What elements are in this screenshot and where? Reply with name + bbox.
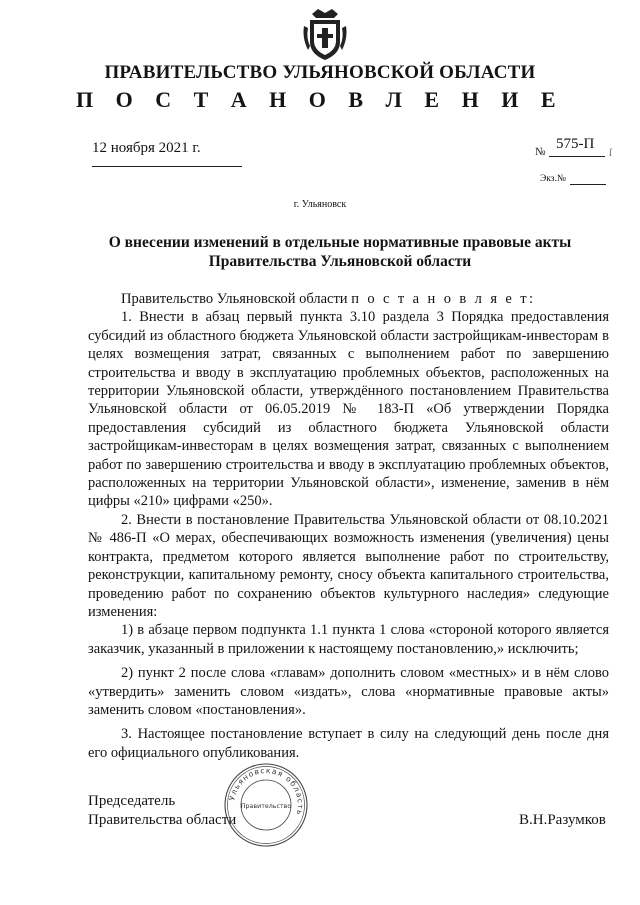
intro-spaced: п о с т а н о в л я е т: [351,291,536,307]
official-seal-stamp [223,762,309,848]
coat-of-arms-icon [302,6,348,62]
organization-title: ПРАВИТЕЛЬСТВО УЛЬЯНОВСКОЙ ОБЛАСТИ [104,62,536,83]
paragraph-3: 3. Настоящее постановление вступает в силу на следующий день после дня его официального опубликования. [88,726,609,761]
subject-line-1: О внесении изменений в отдельные нормативные правовые акты [108,234,572,251]
tick-mark-icon: ſ [609,148,612,159]
intro-lead: Правительство Ульяновской области [121,291,352,307]
signer-position-line-1: Председатель [88,793,176,809]
copy-number-underline [570,184,606,185]
paragraph-2-1: 1) в абзаце первом подпункта 1.1 пункта 1 слова «стороной которого является заказчик, указанный в приложении к настоящему постановлению,» исключить; [88,622,609,657]
document-type: П О С Т А Н О В Л Е Н И Е [75,87,565,112]
svg-text:Правительство: Правительство [240,803,292,810]
document-date: 12 ноября 2021 г. [92,140,201,156]
date-underline [92,166,242,167]
document-subject [60,233,620,271]
intro-paragraph [88,290,609,308]
number-underline [549,156,605,157]
copy-number-label: Экз.№ [540,174,566,184]
paragraph-2-2: 2) пункт 2 после слова «главам» дополнить словом «местных» и в нём слово «утвердить» заменить словом «издать», слова «нормативные правовые акты» заменить словом «постановления». [88,665,609,718]
paragraph-1: 1. Внести в абзац первый пункта 3.10 раздела 3 Порядка предоставления субсидий из областного бюджета Ульяновской области застройщикам-инвесторам в целях возмещения затрат, связанных с выполнением работ по завершению строительства и вводу в эксплуатацию проблемных объектов, расположенных на территории Ульяновской области, утверждённого постановлением Правительства Ульяновской области от 06.05.2019 № 183-П «Об утверждении Порядка предоставления субсидий из областного бюджета Ульяновской области застройщикам-инвесторам в целях возмещения затрат, связанных с выполнением работ по завершению строительства и вводу в эксплуатацию проблемных объектов, расположенных на территории Ульяновской области», изменение, заменив в нём цифры «210» цифрами «250». [88,309,609,510]
signer-position-line-2: Правительства области [88,812,237,828]
svg-text:Ульяновская область: Ульяновская область [227,765,306,817]
city: г. Ульяновск [293,199,347,210]
signer-name: В.Н.Разумков [519,812,606,828]
paragraph-2: 2. Внести в постановление Правительства Ульяновской области от 08.10.2021 № 486-П «О мерах, обеспечивающих возможность изменения (увеличения) цены контракта, предметом которого является выполнение работ по строительству, реконструкции, капитальному ремонту, сносу объекта капитального строительства, проведению работ по сохранению объектов культурного наследия» следующие изменения: [88,511,609,620]
document-number: 575-П [556,136,595,152]
document-body [88,290,609,762]
subject-line-2: Правительства Ульяновской области [208,253,472,270]
number-prefix: № [535,146,546,158]
